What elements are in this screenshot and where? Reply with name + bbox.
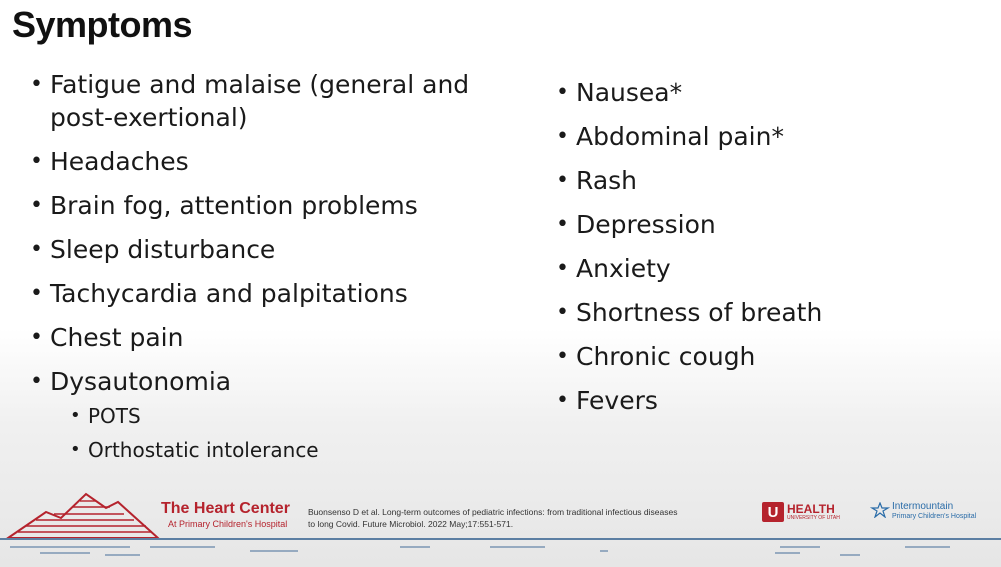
slide-footer [0, 488, 1001, 567]
uhealth-mark: U [762, 502, 784, 522]
list-item: • Depression [556, 208, 976, 241]
list-item: • Rash [556, 164, 976, 197]
list-item-label: Dysautonomia [50, 367, 232, 396]
list-item: • Headaches [30, 145, 500, 178]
list-item-dysautonomia [30, 365, 500, 464]
list-item: • Tachycardia and palpitations [30, 277, 500, 310]
citation-line: Buonsenso D et al. Long-term outcomes of pediatric infections: from traditional infectious diseases [308, 507, 678, 517]
uhealth-logo [762, 502, 840, 522]
list-item: • Shortness of breath [556, 296, 976, 329]
list-item: • Chronic cough [556, 340, 976, 373]
heart-center-subtitle: At Primary Children's Hospital [168, 519, 288, 529]
footer-decoration [0, 541, 1001, 561]
uhealth-sub: UNIVERSITY OF UTAH [787, 514, 840, 521]
list-item: • Sleep disturbance [30, 233, 500, 266]
sub-list [50, 402, 500, 464]
list-item: • Nausea* [556, 76, 976, 109]
footer-divider [0, 538, 1001, 540]
slide-title: Symptoms [12, 4, 193, 45]
list-item: • Anxiety [556, 252, 976, 285]
list-item: • Fatigue and malaise (general and post-exertional) [30, 68, 500, 134]
sub-list-item: • POTS [70, 402, 500, 430]
intermountain-star-icon [870, 502, 890, 518]
citation-line: to long Covid. Future Microbiol. 2022 May;17:551-571. [308, 519, 514, 529]
heart-center-title: The Heart Center [161, 500, 290, 517]
list-item: • Fevers [556, 384, 976, 417]
citation [308, 506, 728, 530]
symptom-list-left [30, 68, 500, 475]
list-item: • Abdominal pain* [556, 120, 976, 153]
list-item: • Brain fog, attention problems [30, 189, 500, 222]
sub-list-item: • Orthostatic intolerance [70, 436, 500, 464]
intermountain-sub: Primary Children's Hospital [892, 513, 977, 520]
list-item: • Chest pain [30, 321, 500, 354]
intermountain-name: Intermountain [892, 501, 954, 512]
mountain-logo-icon [6, 490, 161, 540]
symptom-list-right [556, 76, 976, 428]
intermountain-logo [870, 502, 976, 521]
uhealth-name: HEALTH [787, 501, 835, 516]
